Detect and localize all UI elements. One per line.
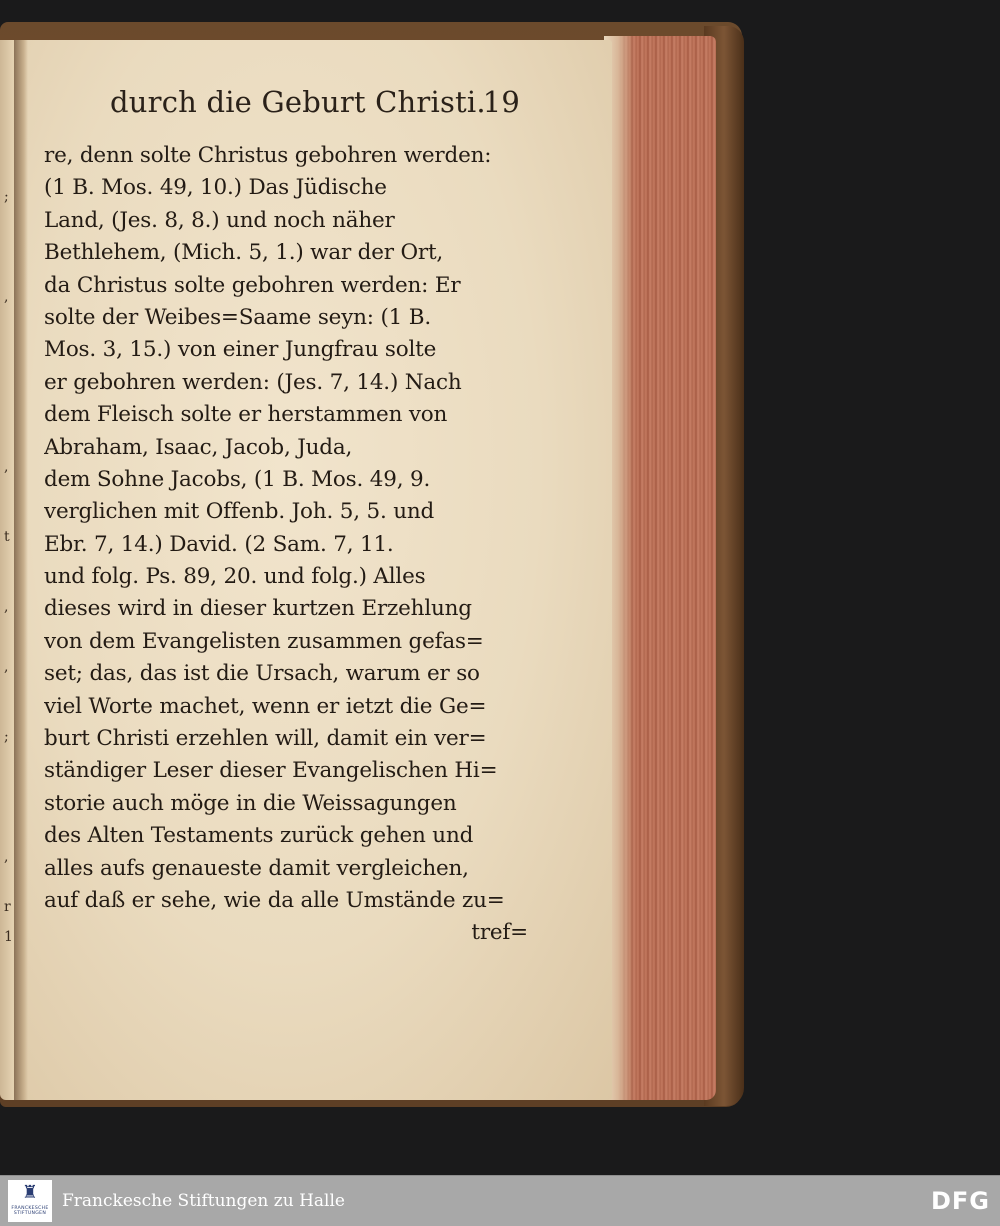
text-line: von dem Evangelisten zusammen gefas= — [44, 628, 484, 654]
text-line: da Christus solte gebohren werden: Er — [44, 272, 461, 298]
text-line: re, denn solte Christus gebohren werden: — [44, 143, 492, 168]
text-line: storie auch möge in die Weissagungen — [44, 790, 457, 816]
text-line: verglichen mit Offenb. Joh. 5, 5. und — [44, 499, 435, 525]
text-line: auf daß er sehe, wie da alle Umstände zu= — [44, 887, 505, 913]
text-line: set; das, das ist die Ursach, warum er so — [44, 661, 480, 687]
text-line: Ebr. 7, 14.) David. (2 Sam. 7, 11. — [44, 531, 394, 557]
text-line: viel Worte machet, wenn er ietzt die Ge= — [44, 693, 487, 719]
text-line: Abraham, Isaac, Jacob, Juda, — [44, 434, 353, 460]
text-line: Bethlehem, (Mich. 5, 1.) war der Ort, — [44, 240, 444, 266]
text-line: burt Christi erzehlen will, damit ein ver= — [44, 726, 487, 752]
text-line: (1 B. Mos. 49, 10.) Das Jüdische — [44, 175, 387, 201]
book-gutter-shadow — [14, 40, 28, 1100]
text-line: Land, (Jes. 8, 8.) und noch näher — [44, 207, 395, 233]
logo-glyph: ♜ — [21, 1182, 39, 1203]
text-line: und folg. Ps. 89, 20. und folg.) Alles — [44, 564, 426, 590]
running-head-title: durch die Geburt Christi. — [110, 85, 486, 119]
institution-name: Franckesche Stiftungen zu Halle — [62, 1191, 345, 1211]
body-text — [44, 140, 528, 950]
text-line: solte der Weibes=Saame seyn: (1 B. — [44, 304, 432, 330]
text-line: er gebohren werden: (Jes. 7, 14.) Nach — [44, 369, 462, 395]
book-page — [18, 40, 612, 1100]
logo-text: FRANCKESCHE STIFTUNGEN — [11, 1206, 49, 1216]
running-head — [110, 84, 520, 120]
viewer-footer-bar — [0, 1175, 1000, 1226]
text-line: dieses wird in dieser kurtzen Erzehlung — [44, 596, 472, 622]
previous-page-sliver: ; , , t , , ; , r 1 — [0, 40, 22, 1100]
text-line: dem Sohne Jacobs, (1 B. Mos. 49, 9. — [44, 466, 431, 492]
page-number: 19 — [482, 85, 520, 119]
catchword: tref= — [471, 920, 528, 946]
text-line: ständiger Leser dieser Evangelischen Hi= — [44, 758, 498, 784]
text-line: des Alten Testaments zurück gehen und — [44, 823, 474, 849]
franckesche-stiftungen-logo-icon[interactable] — [8, 1180, 52, 1222]
dfg-logo-icon[interactable]: DFG — [930, 1187, 990, 1215]
text-line: Mos. 3, 15.) von einer Jungfrau solte — [44, 337, 437, 363]
text-line: alles aufs genaueste damit vergleichen, — [44, 855, 469, 881]
text-line: dem Fleisch solte er herstammen von — [44, 402, 448, 428]
